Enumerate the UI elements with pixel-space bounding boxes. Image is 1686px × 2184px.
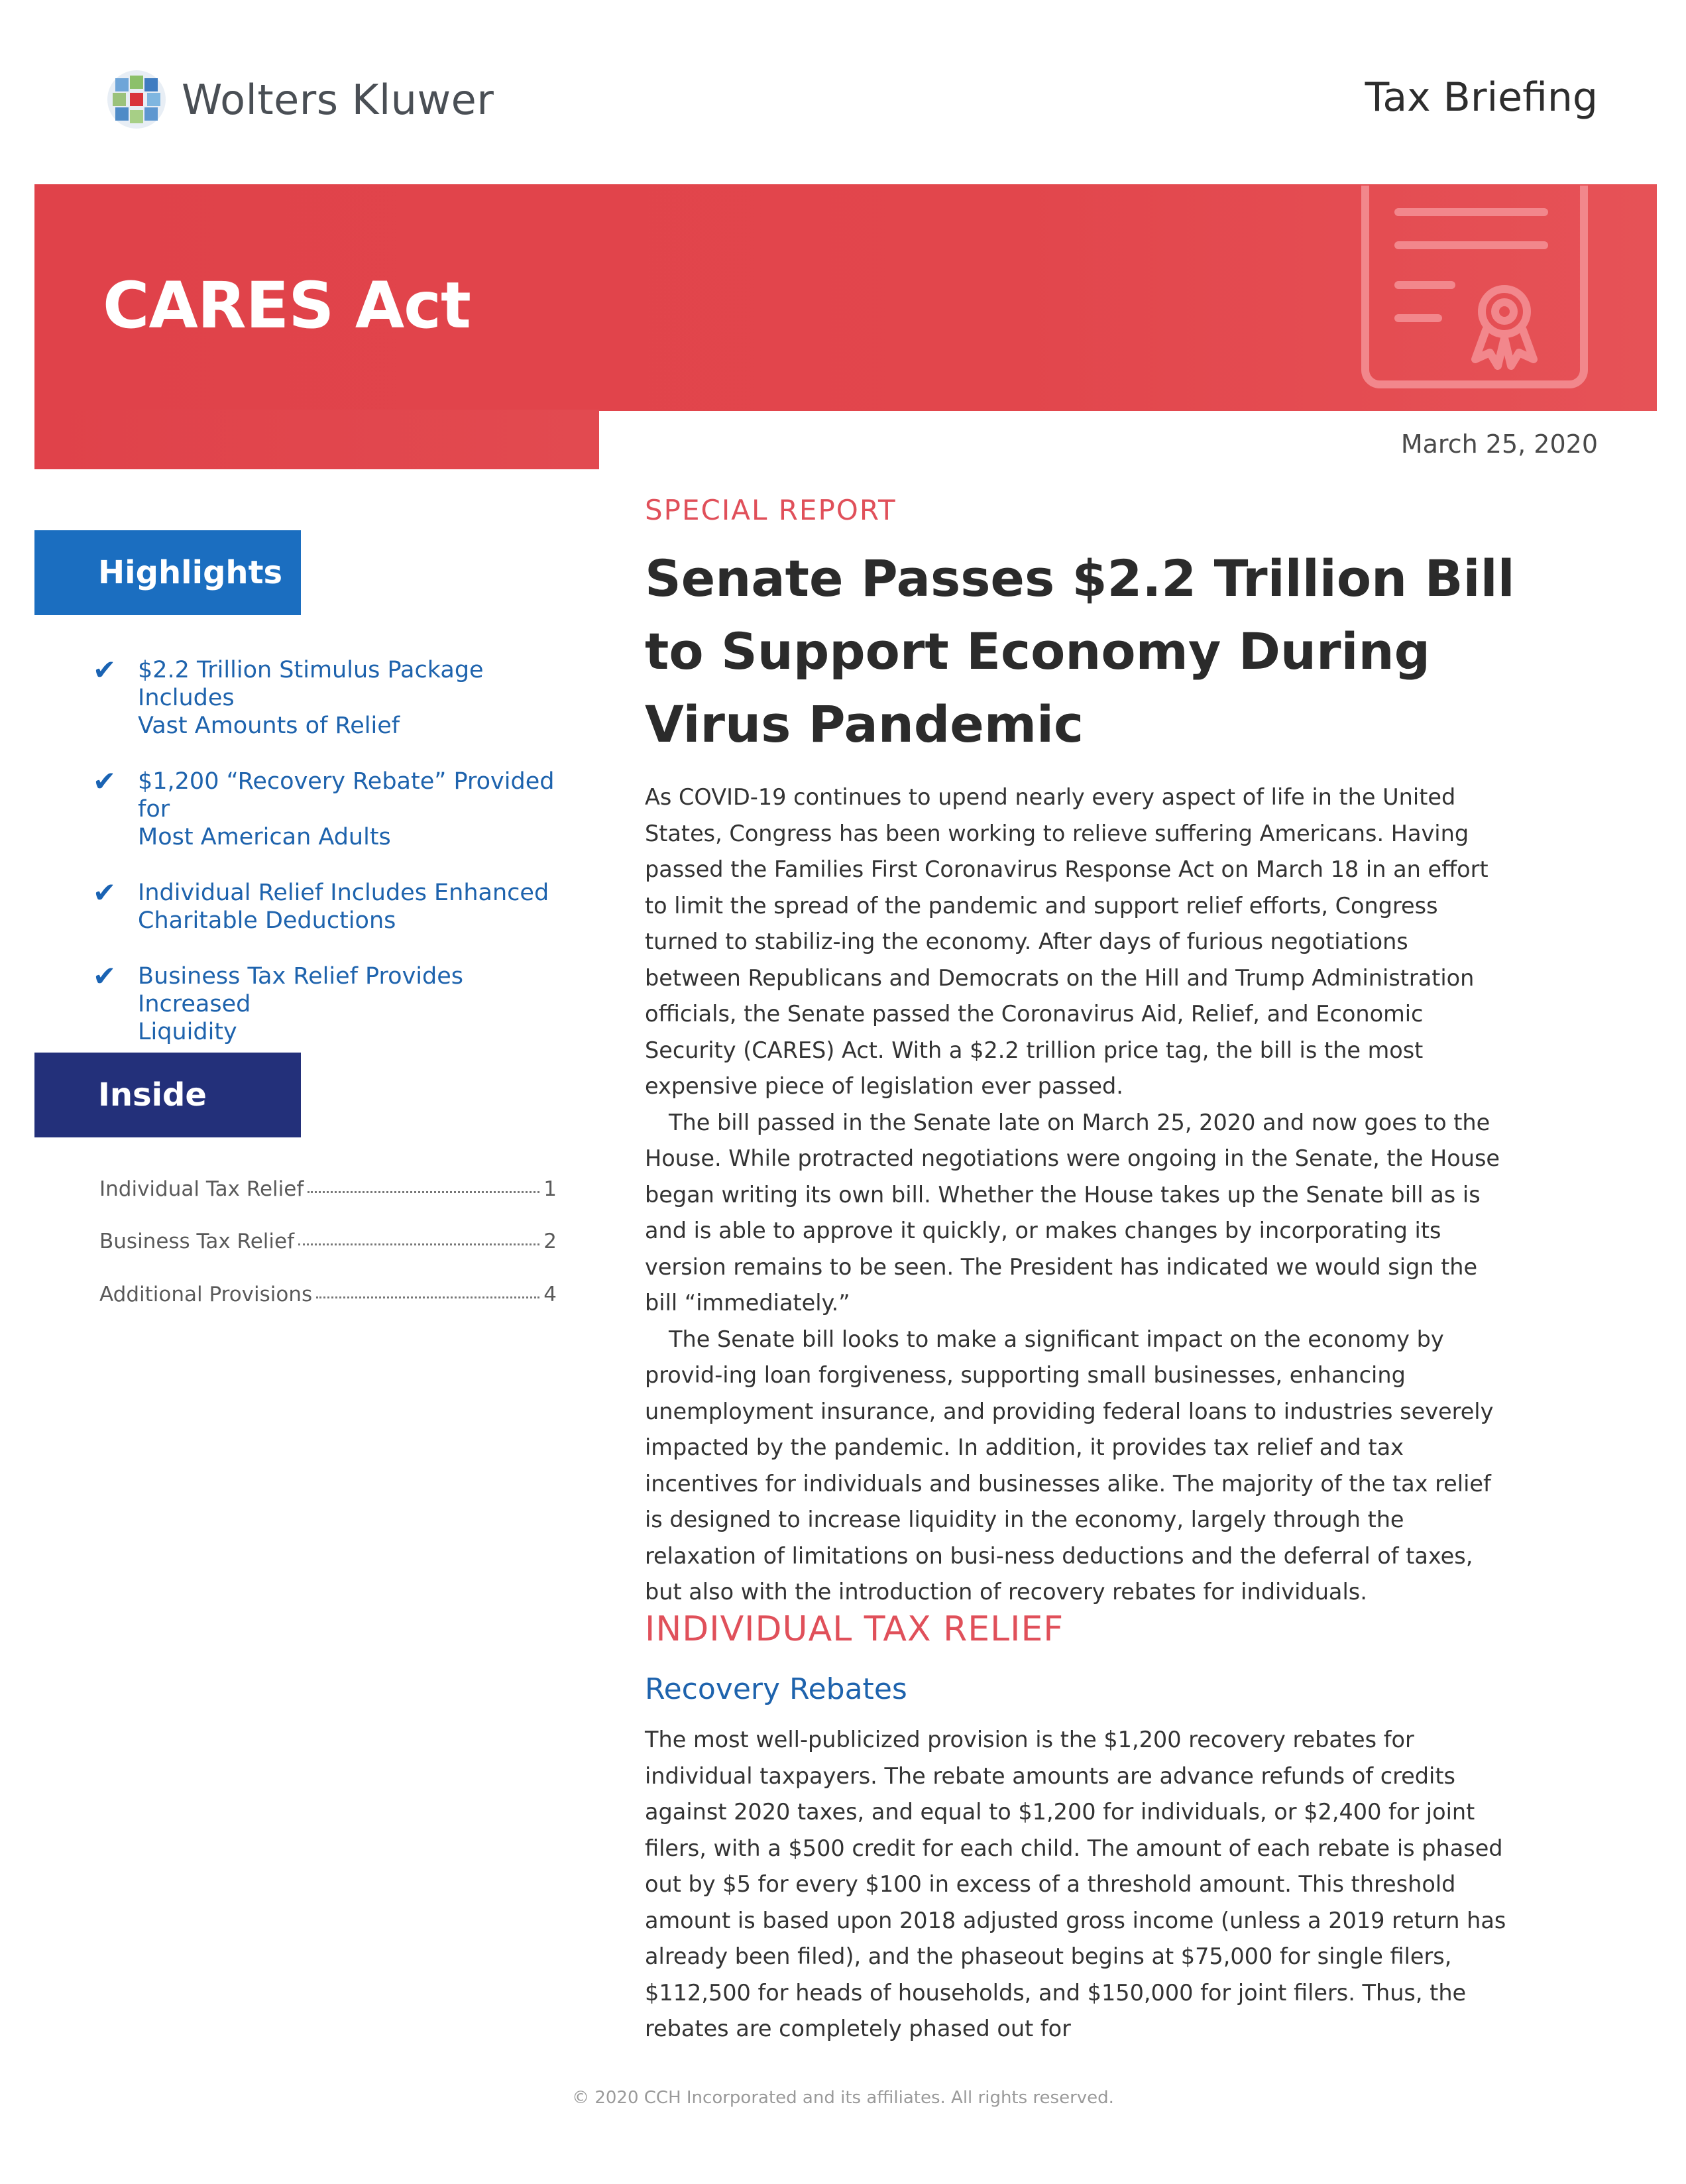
highlights-heading: Highlights	[34, 530, 301, 615]
highlight-text: Liquidity	[138, 1019, 237, 1045]
toc-page: 4	[543, 1283, 557, 1306]
body-paragraph: The Senate bill looks to make a significant impact on the economy by provid-ing loan forgiveness, supporting small businesses, enhancing unemployment insurance, and providing federal loans to industries severely impacted by the pandemic. In addition, it provides tax relief and tax incentives for individuals and businesses alike. The majority of the tax relief is designed to increase liquidity in the economy, largely through the relaxation of limitations on busi-ness deductions and the deferral of taxes, but also with the introduction of recovery rebates for individuals.	[645, 1326, 1494, 1605]
toc-leader	[316, 1283, 539, 1298]
title-banner-tab	[34, 410, 599, 469]
highlight-text: Individual Relief Includes Enhanced	[138, 880, 549, 906]
subsection-heading: Recovery Rebates	[645, 1672, 907, 1706]
highlight-item	[93, 765, 583, 851]
brand-logo	[106, 63, 494, 136]
article-body	[645, 779, 1506, 1611]
checkmark-icon: ✔	[93, 960, 117, 992]
wolters-kluwer-logo-icon	[106, 69, 167, 130]
banner-title: CARES Act	[103, 268, 471, 343]
toc-page: 1	[543, 1177, 557, 1201]
section-heading: INDIVIDUAL TAX RELIEF	[645, 1609, 1064, 1649]
highlight-item	[93, 962, 583, 1046]
copyright-footer: © 2020 CCH Incorporated and its affiliates. All rights reserved.	[572, 2088, 1114, 2108]
toc-entry-individual-tax-relief[interactable]	[99, 1177, 557, 1201]
highlight-text: Vast Amounts of Relief	[138, 713, 400, 739]
highlight-item	[93, 876, 583, 935]
article-headline	[645, 542, 1546, 761]
headline-line: Virus Pandemic	[645, 695, 1084, 754]
checkmark-icon: ✔	[93, 654, 117, 686]
toc-entry-additional-provisions[interactable]	[99, 1283, 557, 1306]
highlight-text: $1,200 “Recovery Rebate” Provided for	[138, 768, 555, 823]
section-body	[645, 1722, 1506, 2047]
toc-leader	[308, 1177, 539, 1193]
report-kicker: SPECIAL REPORT	[645, 494, 897, 526]
highlight-text: Charitable Deductions	[138, 907, 396, 934]
body-paragraph: The most well-publicized provision is the $1,200 recovery rebates for individual taxpayers. The rebate amounts are advance refunds of credits against 2020 taxes, and equal to $1,200 for individuals, or $2,400 for joint filers, with a $500 credit for each child. The amount of each rebate is phased out by $5 for every $100 in excess of a threshold amount. This threshold amount is based upon 2018 adjusted gross income (unless a 2019 return has already been filed), and the phaseout begins at $75,000 for single filers, $112,500 for heads of households, and $150,000 for joint filers. Thus, the rebates are completely phased out for	[645, 1727, 1506, 2041]
checkmark-icon: ✔	[93, 765, 117, 797]
toc-label: Additional Provisions	[99, 1283, 313, 1306]
toc-leader	[298, 1230, 539, 1245]
publication-date: March 25, 2020	[1400, 430, 1598, 459]
highlight-text: $2.2 Trillion Stimulus Package Includes	[138, 657, 484, 711]
highlight-item	[93, 656, 583, 740]
checkmark-icon: ✔	[93, 876, 117, 909]
toc-label: Business Tax Relief	[99, 1230, 294, 1253]
inside-heading: Inside	[34, 1053, 301, 1137]
headline-line: to Support Economy During	[645, 622, 1431, 681]
body-paragraph: The bill passed in the Senate late on March 25, 2020 and now goes to the House. While protracted negotiations were ongoing in the Senate, the House began writing its own bill. Whether the House takes up the Senate bill as is and is able to approve it quickly, or makes changes by incorporating its version remains to be seen. The President has indicated we would sign the bill “immediately.”	[645, 1109, 1500, 1316]
toc-label: Individual Tax Relief	[99, 1177, 304, 1201]
publication-title: Tax Briefing	[1365, 74, 1598, 121]
highlights-list	[93, 656, 583, 1074]
brand-name: Wolters Kluwer	[182, 75, 494, 124]
certificate-icon	[1345, 186, 1657, 411]
highlight-text: Business Tax Relief Provides Increased	[138, 963, 463, 1017]
headline-line: Senate Passes $2.2 Trillion Bill	[645, 549, 1515, 608]
toc-page: 2	[543, 1230, 557, 1253]
toc-entry-business-tax-relief[interactable]	[99, 1230, 557, 1253]
highlight-text: Most American Adults	[138, 824, 391, 850]
body-paragraph: As COVID-19 continues to upend nearly every aspect of life in the United States, Congress has been working to relieve suffering Americans. Having passed the Families First Coronavirus Response Act on March 18 in an effort to limit the spread of the pandemic and support relief efforts, Congress turned to stabiliz-ing the economy. After days of furious negotiations between Republicans and Democrats on the Hill and Trump Administration officials, the Senate passed the Coronavirus Aid, Relief, and Economic Security (CARES) Act. With a $2.2 trillion price tag, the bill is the most expensive piece of legislation ever passed.	[645, 784, 1489, 1099]
